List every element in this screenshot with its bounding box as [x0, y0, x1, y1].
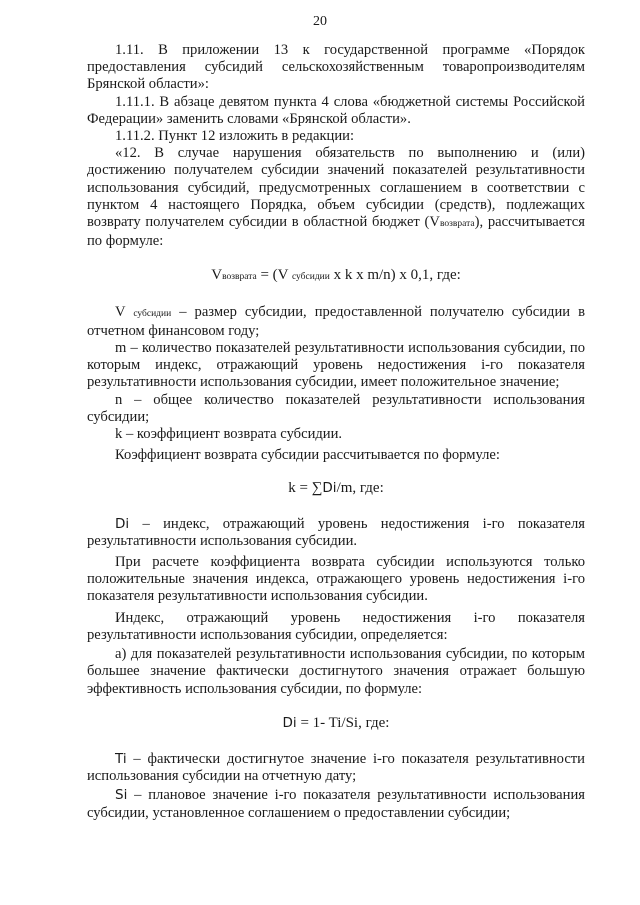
document-body — [87, 42, 585, 822]
paragraph-calculation: При расчете коэффициента возврата субсидии используются только положительные значения индекса, отражающего уровень недостижения i-го показателя результативности использования субсидии. — [87, 554, 585, 605]
paragraph-1-11: 1.11. В приложении 13 к государственной программе «Порядок предоставления субсидий сельскохозяйственным товаропроизводителям Брянской области»: — [87, 42, 585, 93]
formula-coefficient — [87, 480, 585, 497]
definition-v-subscript: субсидии — [133, 308, 172, 319]
formula-refund-volume — [87, 267, 585, 286]
formula-rest: /m, где: — [336, 480, 384, 497]
definition-ti-text: – фактически достигнутое значение i-го показателя результативности использования субсидии на отчетную дату; — [87, 750, 585, 785]
definition-n: n – общее количество показателей результативности использования субсидии; — [87, 391, 585, 425]
definition-k: k – коэффициент возврата субсидии. — [115, 426, 343, 443]
formula3-di: Di — [282, 714, 297, 731]
formula-sub-refund: возврата — [222, 272, 257, 283]
definition-ti — [87, 751, 585, 785]
paragraph-1-11-1: 1.11.1. В абзаце девятом пункта 4 слова «бюджетной системы Российской Федерации» заменить словами «Брянской области». — [87, 93, 585, 127]
paragraph-12-text: «12. В случае нарушения обязательств по выполнению и (или) достижению получателем субсидии значений показателей результативности использования субсидий, предусмотренных соглашением в соответствии с пунктом 4 настоящего Порядка, объем субсидии (средств), подлежащих возврату получателем субсидии в областной бюджет (V — [87, 145, 585, 231]
definition-ti-term: Ti — [115, 750, 127, 767]
formula-sub-subsidy: субсидии — [291, 272, 330, 283]
definition-si — [87, 787, 585, 821]
formula-v: V — [211, 267, 223, 284]
sigma-symbol: ∑ — [311, 480, 323, 497]
formula-di-index — [87, 715, 585, 732]
formula3-rest: = 1- Ti/Si, где: — [296, 714, 390, 731]
paragraph-12 — [87, 145, 585, 250]
definition-v — [87, 304, 585, 340]
definition-di — [87, 516, 585, 550]
paragraph-a: а) для показателей результативности использования субсидии, по которым большее значение фактически достигнутого значения отражает большую эффективность использования субсидии, по формуле: — [87, 646, 585, 697]
definition-m: m – количество показателей результативности использования субсидии, по которым индекс, отражающий уровень недостижения i-го показателя результативности использования субсидии, имеет положительное значение; — [87, 340, 585, 391]
coefficient-intro: Коэффициент возврата субсидии рассчитывается по формуле: — [115, 447, 500, 464]
formula-end: x k x m/n) x 0,1, где: — [329, 267, 461, 284]
definition-si-text: – плановое значение i-го показателя результативности использования субсидии, установленное соглашением о предоставлении субсидии; — [87, 787, 585, 821]
definition-di-term: Di — [115, 515, 130, 532]
paragraph-index: Индекс, отражающий уровень недостижения i-го показателя результативности использования субсидии, определяется: — [87, 609, 585, 643]
formula-di: Di — [322, 480, 337, 497]
paragraph-12-end: ), рассчитывается по формуле: — [87, 214, 585, 250]
formula-k: k = — [288, 480, 312, 497]
definition-v-term: V — [115, 303, 134, 320]
definition-di-text: – индекс, отражающий уровень недостижения i-го показателя результативности использования субсидии. — [87, 515, 585, 549]
formula-mid: = (V — [256, 267, 292, 284]
page-number: 20 — [313, 14, 327, 29]
paragraph-1-11-2: 1.11.2. Пункт 12 изложить в редакции: — [115, 128, 355, 145]
paragraph-12-subscript: возврата — [439, 219, 475, 230]
definition-si-term: Si — [115, 787, 128, 804]
definition-v-text: – размер субсидии, предоставленной получателю субсидии в отчетном финансовом году; — [87, 303, 585, 339]
